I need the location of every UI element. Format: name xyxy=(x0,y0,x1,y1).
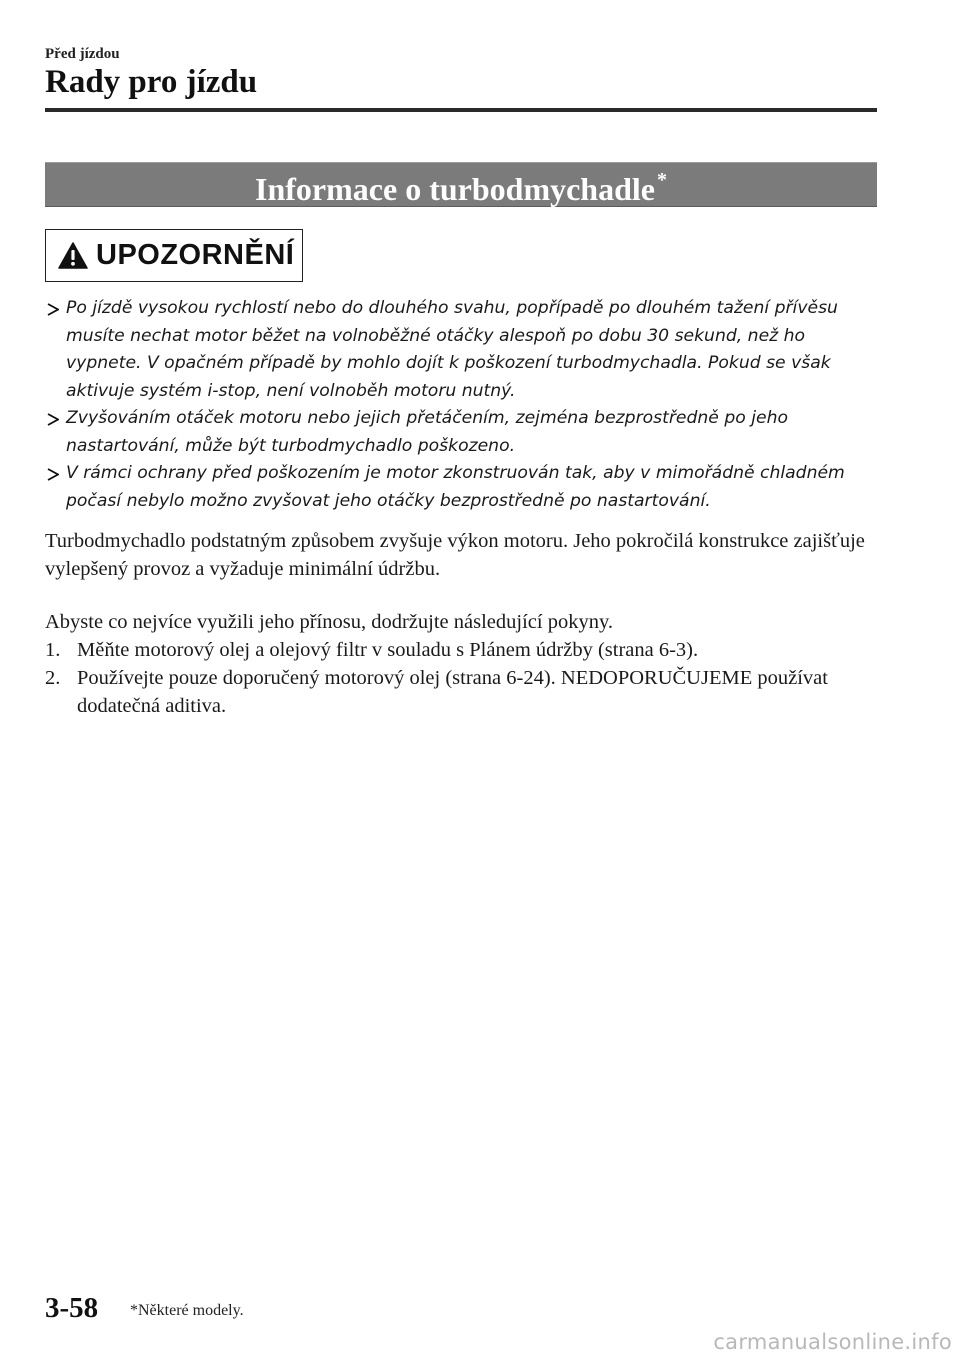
caution-label: UPOZORNĚNÍ xyxy=(96,239,295,271)
body-paragraph: Abyste co nejvíce využili jeho přínosu, dodržujte následující pokyny. xyxy=(45,611,613,633)
header-rule xyxy=(45,108,877,112)
caution-item-text: V rámci ochrany před poškozením je motor zkonstruován tak, aby v mimořádně chladném počasí nebylo možno zvyšovat jeho otáčky bezprostředně po nastartování. xyxy=(66,463,845,511)
page-number: 3-58 xyxy=(45,1292,99,1324)
arrow-bullet-icon xyxy=(47,413,59,426)
instruction-item xyxy=(45,636,877,664)
instruction-item xyxy=(45,664,877,720)
caution-item-text: Po jízdě vysokou rychlostí nebo do dlouhého svahu, popřípadě po dlouhém tažení přívěsu musíte nechat motor běžet na volnoběžné otáčky alespoň po dobu 30 sekund, než ho vypnete. V opačném případě by mohlo dojít k poškození turbodmychadla. Pokud se však aktivuje systém i-stop, není volnoběh motoru nutný. xyxy=(66,298,838,401)
caution-list xyxy=(47,295,877,515)
arrow-bullet-icon xyxy=(47,468,59,481)
footnote: *Některé modely. xyxy=(130,1302,244,1319)
caution-item xyxy=(47,405,877,460)
chapter-title: Rady pro jízdu xyxy=(45,64,258,100)
caution-item xyxy=(47,295,877,405)
watermark: carmanualsonline.info xyxy=(713,1330,952,1354)
instruction-list xyxy=(45,636,877,720)
section-title xyxy=(255,160,667,209)
section-title-text: Informace o turbodmychadle xyxy=(255,171,655,207)
caution-item xyxy=(47,460,877,515)
instruction-number: 1. xyxy=(45,639,61,661)
section-banner xyxy=(45,162,877,207)
arrow-bullet-icon xyxy=(47,303,59,316)
caution-box xyxy=(45,229,303,282)
breadcrumb: Před jízdou xyxy=(45,46,120,62)
warning-triangle-icon xyxy=(58,242,88,269)
instruction-text: Měňte motorový olej a olejový filtr v souladu s Plánem údržby (strana 6-3). xyxy=(77,639,699,661)
caution-item-text: Zvyšováním otáček motoru nebo jejich přetáčením, zejména bezprostředně po jeho nastartování, může být turbodmychadlo poškozeno. xyxy=(66,408,788,456)
section-title-asterisk: * xyxy=(656,169,667,191)
instruction-text: Používejte pouze doporučený motorový olej (strana 6-24). NEDOPORUČUJEME používat dodatečná aditiva. xyxy=(77,667,828,717)
instruction-number: 2. xyxy=(45,667,61,689)
body-paragraph: Turbodmychadlo podstatným způsobem zvyšuje výkon motoru. Jeho pokročilá konstrukce zajišťuje vylepšený provoz a vyžaduje minimální údržbu. xyxy=(45,530,865,580)
